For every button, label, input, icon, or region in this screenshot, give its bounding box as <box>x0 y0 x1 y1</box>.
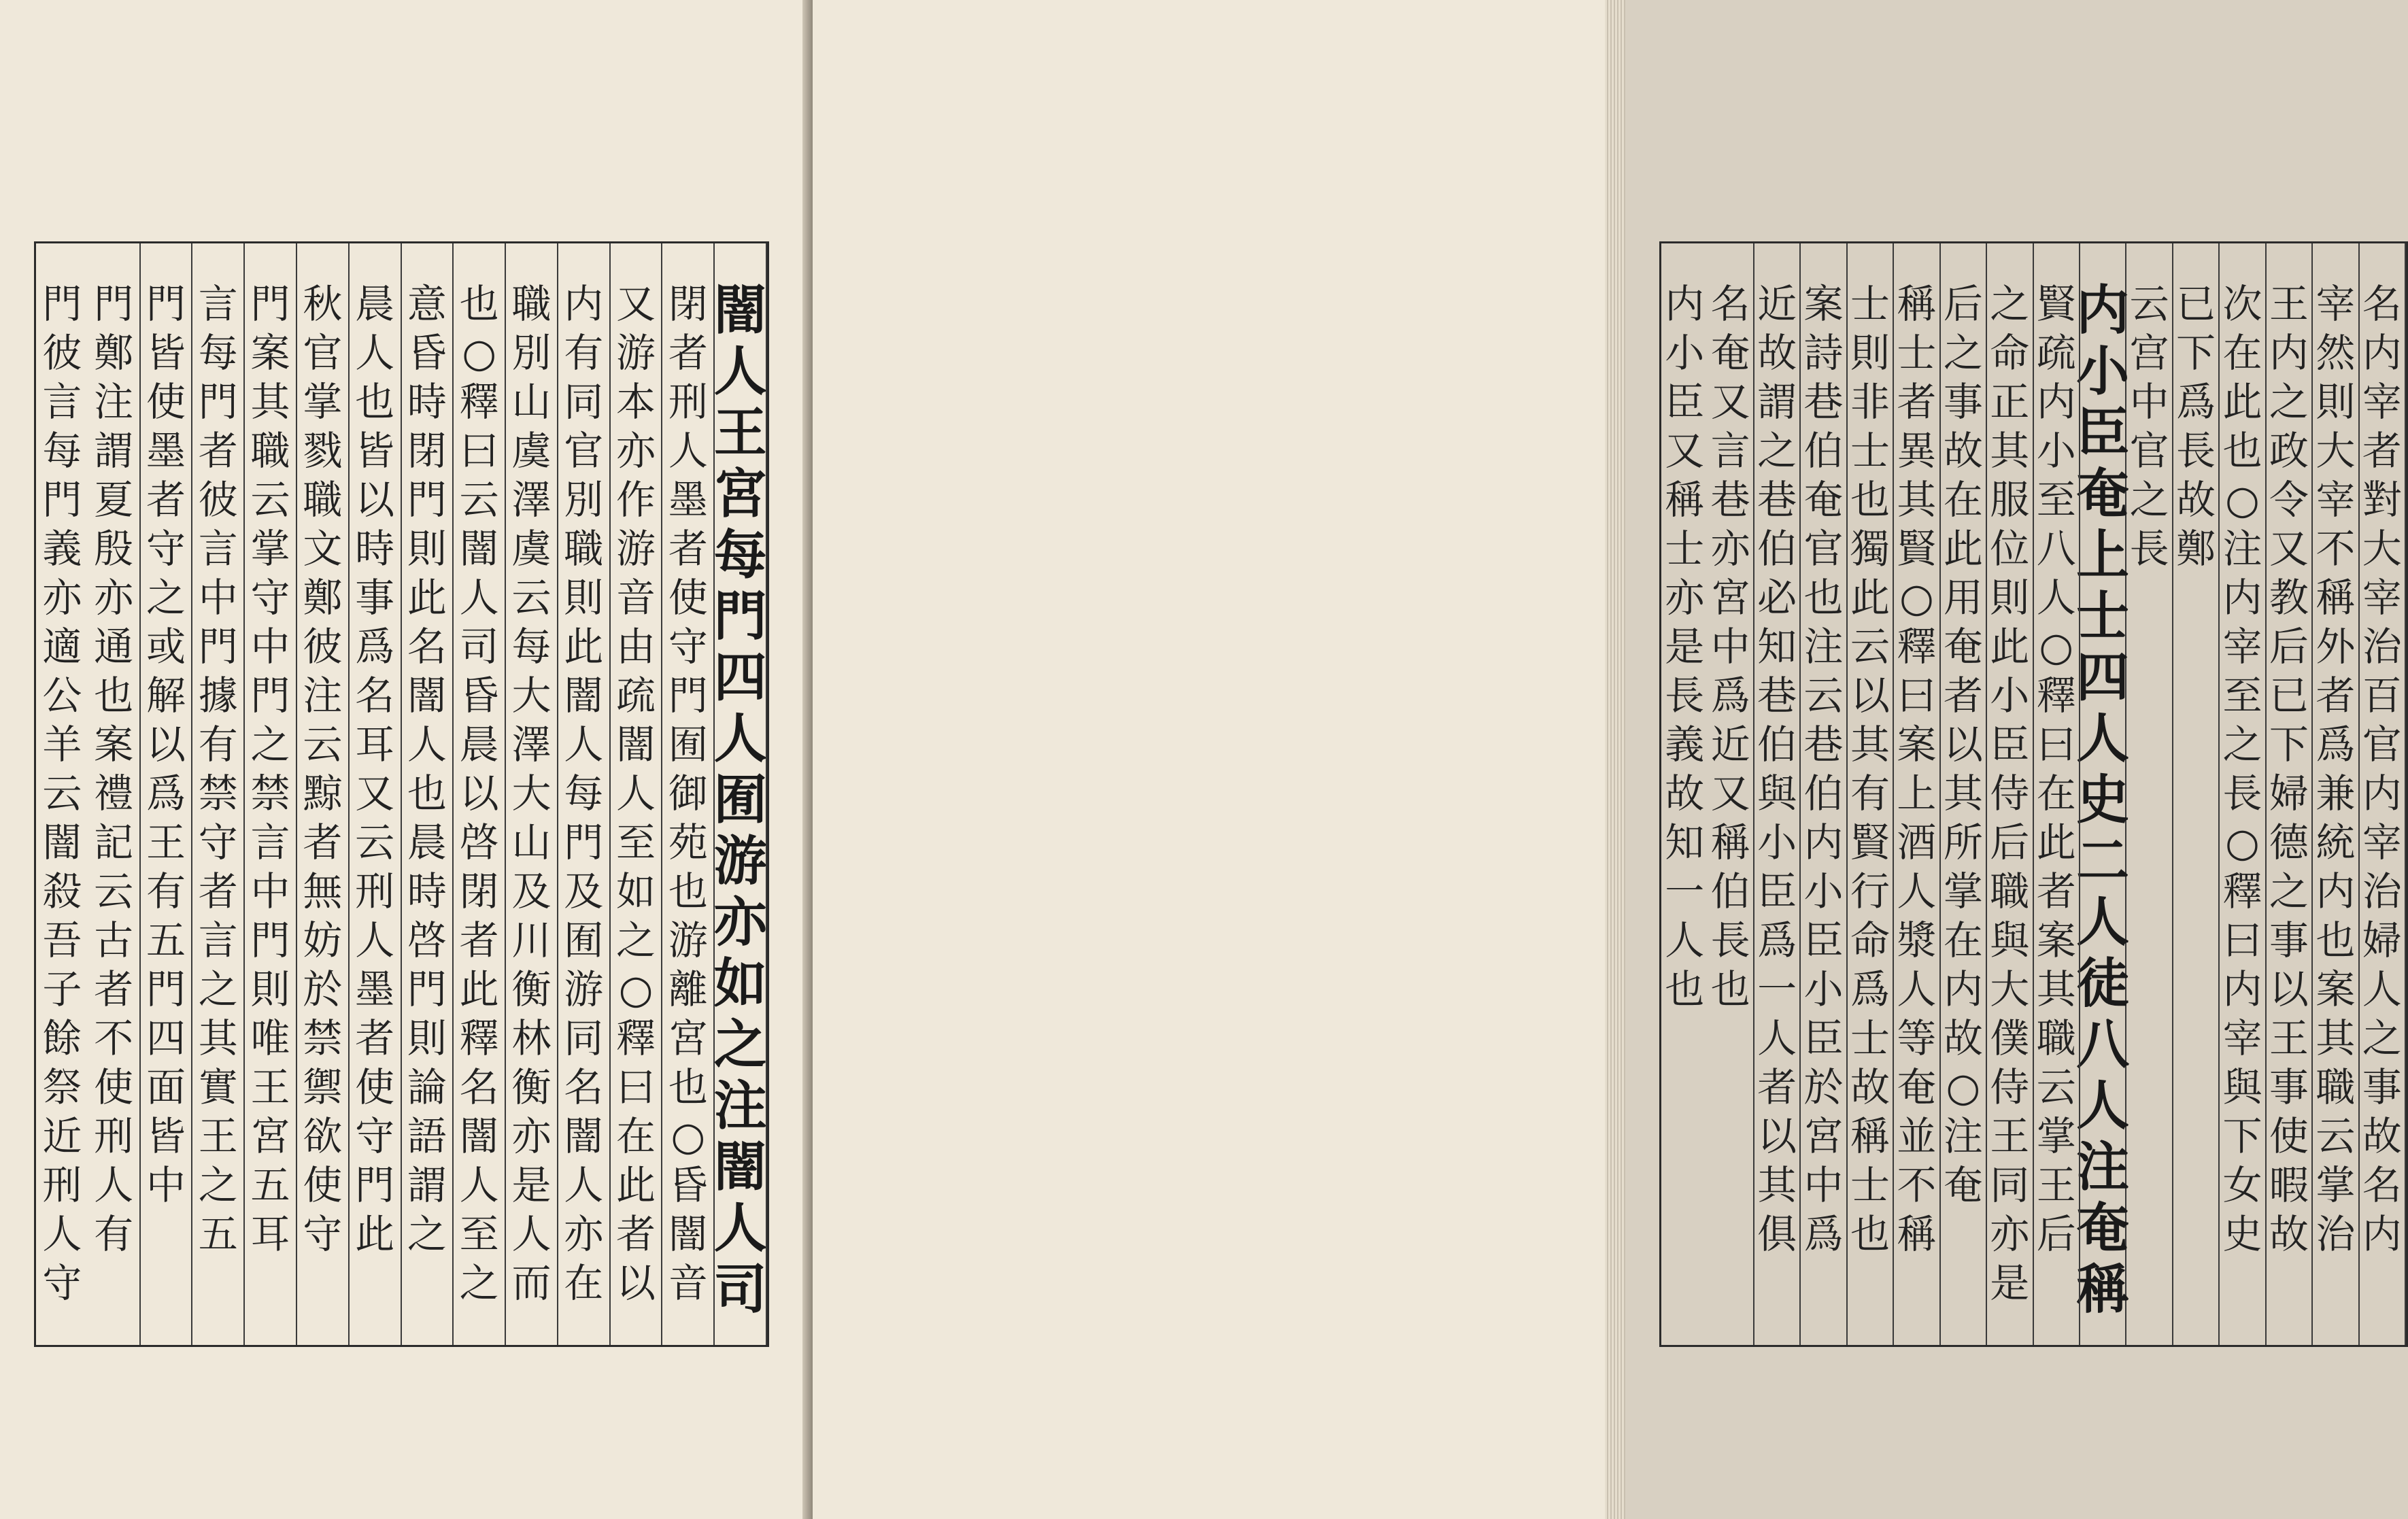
right-text-column: 内 小 臣 又 稱 士 亦 是 長 義 故 知 一 人 也 <box>1665 281 1705 1012</box>
right-text-column: 王 内 之 政 令 又 教 后 已 下 婦 德 之 事 以 王 事 使 暇 故 <box>2267 243 2313 1345</box>
left-text-column: 闇 人 王 宮 每 門 四 人 囿 游 亦 如 之 注 闇 人 司 <box>715 243 767 1345</box>
left-text-frame <box>34 241 769 1347</box>
right-text-column: 已 下 爲 長 故 鄭 <box>2173 243 2220 1345</box>
left-text-column: 門 案 其 職 云 掌 守 中 門 之 禁 言 中 門 則 唯 王 宮 五 耳 <box>245 243 297 1345</box>
right-text-column: 近 故 謂 之 巷 伯 必 知 巷 伯 與 小 臣 爲 一 人 者 以 其 俱 <box>1754 243 1801 1345</box>
left-text-column: 内 有 同 官 別 職 則 此 闇 人 每 門 及 囿 游 同 名 闇 人 亦 在 <box>558 243 611 1345</box>
left-page <box>0 0 806 1519</box>
right-text-column: 名 内 宰 者 對 大 宰 治 百 官 内 宰 治 婦 人 之 事 故 名 内 <box>2360 243 2406 1345</box>
left-text-column: 也 ○ 釋 曰 云 闇 人 司 昏 晨 以 啓 閉 者 此 釋 名 闇 人 至 之 <box>454 243 506 1345</box>
left-text-column: 意 昏 時 閉 門 則 此 名 闇 人 也 晨 時 啓 門 則 論 語 謂 之 <box>402 243 454 1345</box>
right-text-column: 稱 士 者 異 其 賢 ○ 釋 曰 案 上 酒 人 漿 人 等 奄 並 不 稱 <box>1894 243 1940 1345</box>
right-text-column: 名 奄 又 言 巷 亦 宮 中 爲 近 又 稱 伯 長 也 <box>1708 243 1754 1345</box>
left-text-column: 秋 官 掌 戮 職 文 鄭 彼 注 云 黥 者 無 妨 於 禁 禦 欲 使 守 <box>297 243 350 1345</box>
left-text-column: 門 皆 使 墨 者 守 之 或 解 以 爲 王 有 五 門 四 面 皆 中 <box>141 243 193 1345</box>
left-text-column: 又 游 本 亦 作 游 音 由 疏 闇 人 至 如 之 ○ 釋 曰 在 此 者 以 <box>611 243 663 1345</box>
left-text-column: 門 鄭 注 謂 夏 殷 亦 通 也 案 禮 記 云 古 者 不 使 刑 人 有 <box>88 243 141 1345</box>
right-text-frame <box>1659 241 2408 1347</box>
right-text-column: 賢 疏 内 小 至 八 人 ○ 釋 曰 在 此 者 案 其 職 云 掌 王 后 <box>2034 243 2080 1345</box>
right-page <box>813 0 2402 1519</box>
right-text-column: 案 詩 巷 伯 奄 官 也 注 云 巷 伯 内 小 臣 小 臣 於 宮 中 爲 <box>1801 243 1847 1345</box>
left-text-column: 晨 人 也 皆 以 時 事 爲 名 耳 又 云 刑 人 墨 者 使 守 門 此 <box>350 243 402 1345</box>
page-edges <box>1605 0 1625 1519</box>
right-text-column: 宰 然 則 大 宰 不 稱 外 者 爲 兼 統 内 也 案 其 職 云 掌 治 <box>2313 243 2359 1345</box>
right-text-column: 云 宫 中 官 之 長 <box>2126 243 2173 1345</box>
right-text-column: 内 小 臣 奄 上 士 四 人 史 二 人 徒 八 人 注 奄 稱 <box>2080 243 2126 1345</box>
right-text-column: 之 命 正 其 服 位 則 此 小 臣 侍 后 職 與 大 僕 侍 王 同 亦 是 <box>1987 243 2033 1345</box>
right-text-column: 士 則 非 士 也 獨 此 云 以 其 有 賢 行 命 爲 士 故 稱 士 也 <box>1848 243 1894 1345</box>
left-text-column: 言 每 門 者 彼 言 中 門 據 有 禁 守 者 言 之 其 實 王 之 五 <box>192 243 245 1345</box>
right-text-column: 后 之 事 故 在 此 用 奄 者 以 其 所 掌 在 内 故 ○ 注 奄 <box>1941 243 1987 1345</box>
left-text-column: 門 彼 言 每 門 義 亦 適 公 羊 云 闇 殺 吾 子 餘 祭 近 刑 人 守 <box>42 281 82 1306</box>
left-text-column: 閉 者 刑 人 墨 者 使 守 門 囿 御 苑 也 游 離 宮 也 ○ 昏 闇 音 <box>662 243 715 1345</box>
left-text-column: 職 別 山 虞 澤 虞 云 每 大 澤 大 山 及 川 衡 林 衡 亦 是 人 而 <box>506 243 558 1345</box>
right-text-column: 次 在 此 也 ○ 注 内 宰 至 之 長 ○ 釋 曰 内 宰 與 下 女 史 <box>2220 243 2266 1345</box>
